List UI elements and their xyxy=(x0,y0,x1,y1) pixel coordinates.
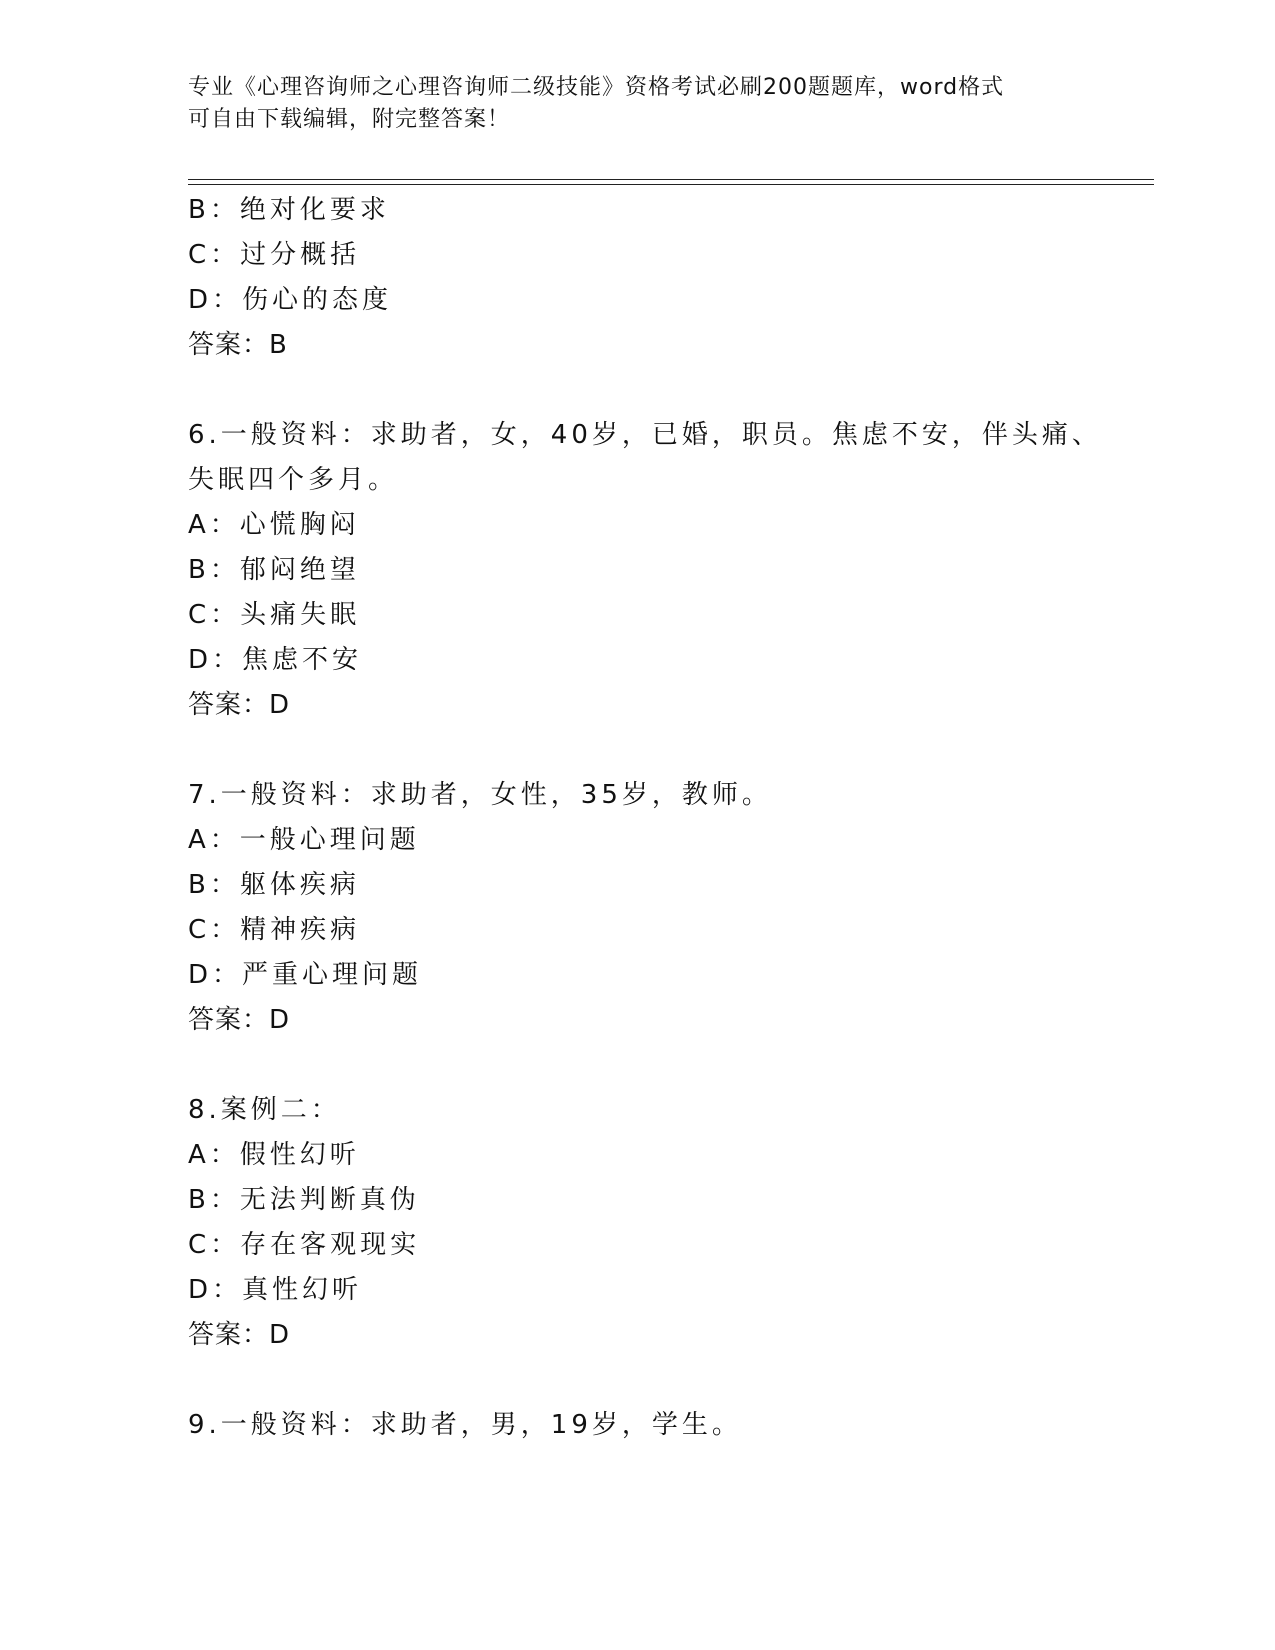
option-c: C：过分概括 xyxy=(188,240,361,270)
option-d: D：真性幻听 xyxy=(188,1275,363,1305)
option-b: B：无法判断真伪 xyxy=(188,1185,420,1215)
option-a: A：一般心理问题 xyxy=(188,825,420,855)
answer: 答案：D xyxy=(188,1320,291,1350)
option-b: B：躯体疾病 xyxy=(188,870,360,900)
option-d: D：焦虑不安 xyxy=(188,645,363,675)
answer: 答案：D xyxy=(188,1005,291,1035)
option-d: D：伤心的态度 xyxy=(188,285,393,315)
answer: 答案：B xyxy=(188,330,288,360)
header-line-2: 可自由下载编辑，附完整答案！ xyxy=(188,107,511,132)
document-header xyxy=(188,72,1088,136)
header-divider-bottom xyxy=(188,184,1154,185)
option-b: B：绝对化要求 xyxy=(188,195,390,225)
question-stem-continued: 失眠四个多月。 xyxy=(188,465,399,495)
question-stem: 7.一般资料：求助者，女性，35岁，教师。 xyxy=(188,780,772,810)
option-b: B：郁闷绝望 xyxy=(188,555,360,585)
question-stem: 9.一般资料：求助者，男，19岁，学生。 xyxy=(188,1410,742,1440)
answer: 答案：D xyxy=(188,690,291,720)
option-a: A：心慌胸闷 xyxy=(188,510,360,540)
option-d: D：严重心理问题 xyxy=(188,960,423,990)
option-c: C：存在客观现实 xyxy=(188,1230,421,1260)
question-stem: 6.一般资料：求助者，女，40岁，已婚，职员。焦虑不安，伴头痛、 xyxy=(188,420,1102,450)
question-stem: 8.案例二： xyxy=(188,1095,341,1125)
header-line-1: 专业《心理咨询师之心理咨询师二级技能》资格考试必刷200题题库，word格式 xyxy=(188,75,1005,100)
option-c: C：头痛失眠 xyxy=(188,600,361,630)
header-divider-top xyxy=(188,179,1154,180)
option-a: A：假性幻听 xyxy=(188,1140,360,1170)
option-c: C：精神疾病 xyxy=(188,915,361,945)
